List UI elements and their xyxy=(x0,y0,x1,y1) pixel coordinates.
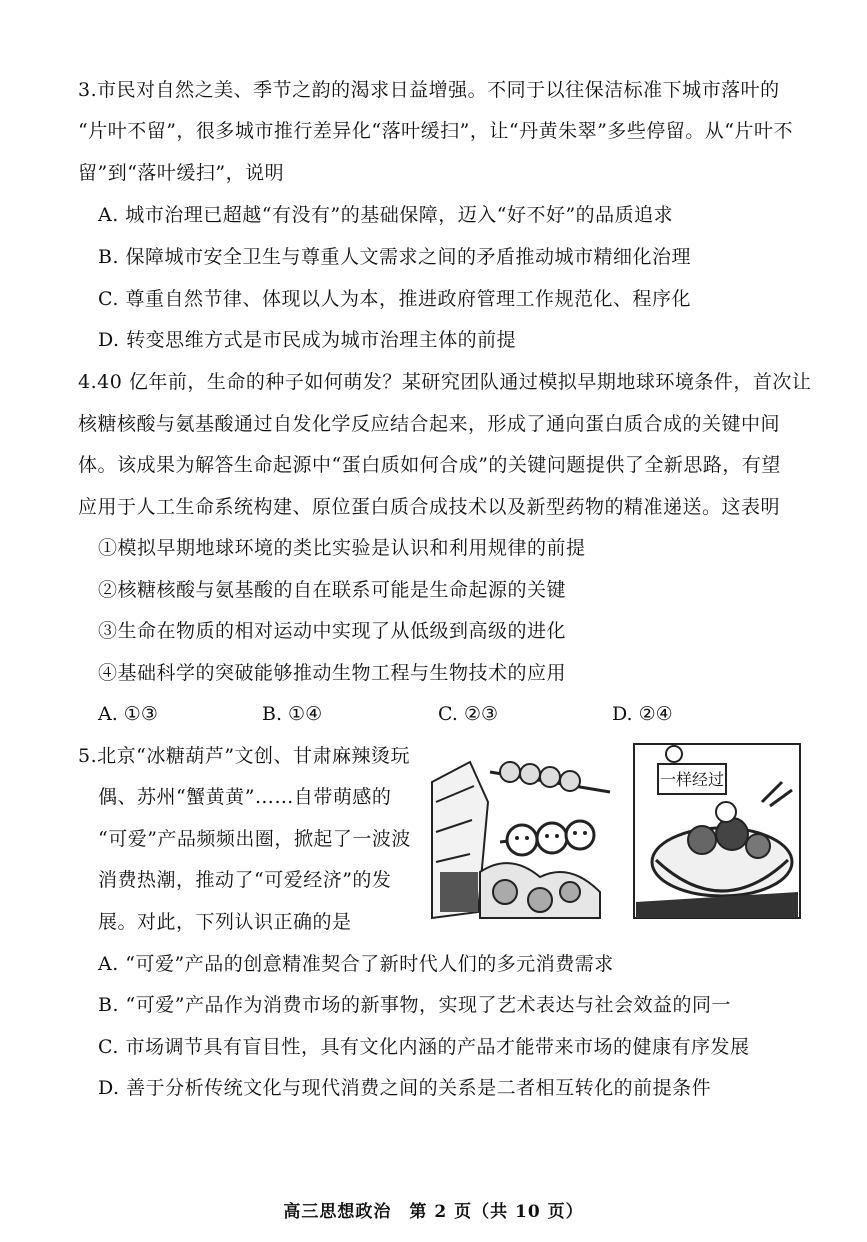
question-5-line-1: 5.北京“冰糖葫芦”文创、甘肃麻辣烫玩 xyxy=(78,745,411,767)
question-4-statement-1: ①模拟早期地球环境的类比实验是认识和利用规律的前提 xyxy=(98,537,586,559)
question-4-line-4: 应用于人工生命系统构建、原位蛋白质合成技术以及新型药物的精准递送。这表明 xyxy=(78,496,781,518)
question-4-line-1: 4.40 亿年前，生命的种子如何萌发？某研究团队通过模拟早期地球环境条件，首次让 xyxy=(78,371,812,393)
candied-haws-doll-illustration xyxy=(430,742,616,920)
hotpot-sign-text: 一样经过 xyxy=(659,770,725,789)
question-5-option-c: C. 市场调节具有盲目性，具有文化内涵的产品才能带来市场的健康有序发展 xyxy=(98,1036,750,1058)
question-4-line-3: 体。该成果为解答生命起源中“蛋白质如何合成”的关键问题提供了全新思路，有望 xyxy=(78,454,781,476)
question-5-line-2: 偶、苏州“蟹黄黄”……自带萌感的 xyxy=(98,786,392,808)
page-footer: 高三思想政治 第 2 页（共 10 页） xyxy=(283,1202,584,1222)
question-4-choice-b: B. ①④ xyxy=(262,703,323,725)
question-4-statement-2: ②核糖核酸与氨基酸的自在联系可能是生命起源的关键 xyxy=(98,579,567,601)
question-5-option-b: B. “可爱”产品作为消费市场的新事物，实现了艺术表达与社会效益的同一 xyxy=(98,994,731,1016)
question-5-line-4: 消费热潮，推动了“可爱经济”的发 xyxy=(98,869,392,891)
question-3-line-2: “片叶不留”，很多城市推行差异化“落叶缓扫”，让“丹黄朱翠”多些停留。从“片叶不 xyxy=(78,120,793,142)
question-4-choice-c: C. ②③ xyxy=(438,703,499,725)
question-3-option-c: C. 尊重自然节律、体现以人为本，推进政府管理工作规范化、程序化 xyxy=(98,288,691,310)
question-3-option-a: A. 城市治理已超越“有没有”的基础保障，迈入“好不好”的品质追求 xyxy=(98,204,674,226)
question-4-choice-d: D. ②④ xyxy=(612,703,673,725)
question-3-line-1: 3.市民对自然之美、季节之韵的渴求日益增强。不同于以往保洁标准下城市落叶的 xyxy=(78,79,780,101)
question-4-line-2: 核糖核酸与氨基酸通过自发化学反应结合起来，形成了通向蛋白质合成的关键中间 xyxy=(78,413,781,435)
question-5-line-5: 展。对此，下列认识正确的是 xyxy=(98,911,352,933)
spicy-hotpot-doll-illustration xyxy=(632,742,802,920)
question-3-option-b: B. 保障城市安全卫生与尊重人文需求之间的矛盾推动城市精细化治理 xyxy=(98,246,692,268)
question-4-choice-a: A. ①③ xyxy=(98,703,158,725)
question-5-option-d: D. 善于分析传统文化与现代消费之间的关系是二者相互转化的前提条件 xyxy=(98,1077,712,1099)
question-5-line-3: “可爱”产品频频出圈，掀起了一波波 xyxy=(98,828,411,850)
question-3-line-3: 留”到“落叶缓扫”，说明 xyxy=(78,162,285,184)
question-3-option-d: D. 转变思维方式是市民成为城市治理主体的前提 xyxy=(98,329,517,351)
question-4-statement-3: ③生命在物质的相对运动中实现了从低级到高级的进化 xyxy=(98,620,567,642)
question-5-option-a: A. “可爱”产品的创意精准契合了新时代人们的多元消费需求 xyxy=(98,953,614,975)
question-4-statement-4: ④基础科学的突破能够推动生物工程与生物技术的应用 xyxy=(98,662,567,684)
